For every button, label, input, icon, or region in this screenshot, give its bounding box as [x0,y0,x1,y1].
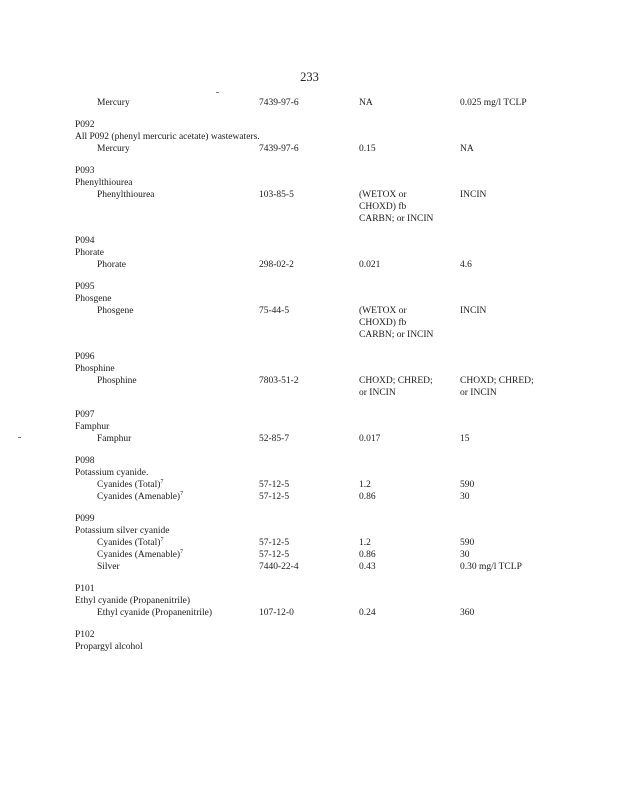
wastewater-standard [359,433,380,445]
nonwastewater-standard [460,607,474,619]
nonwastewater-standard [460,537,474,549]
nonwastewater-standard [460,433,470,445]
wastewater-standard [359,189,433,225]
waste-entry [75,97,555,109]
nonwastewater-standard [460,143,474,155]
cas-number: 57-12-5 [259,550,290,560]
waste-code: P098 [75,456,95,466]
cas-number: 57-12-5 [259,480,290,490]
waste-entry [75,119,555,155]
cas-number: 7439-97-6 [259,144,299,154]
waste-entry [75,351,555,399]
waste-description: Ethyl cyanide (Propanenitrile) [75,596,191,606]
nonwastewater-standard [460,491,470,503]
wastewater-standard [359,143,376,155]
constituent-name: Mercury [97,98,130,108]
waste-entry [75,165,555,225]
constituent-row [75,549,555,561]
standard-line: 0.24 [359,608,376,618]
waste-description: Phorate [75,248,105,258]
waste-description: Phosgene [75,294,112,304]
standard-line: CARBN; or INCIN [359,214,434,224]
standard-line: or INCIN [359,388,396,398]
wastewater-standard [359,491,376,503]
constituent-row [75,375,555,399]
wastewater-standard [359,607,376,619]
spacer [75,109,555,119]
standard-line: (WETOX or [359,306,407,316]
page-number: 233 [300,70,319,84]
footnote-ref: 7 [160,478,164,485]
wastewater-standard [359,97,373,109]
spacer [75,271,555,281]
waste-code: P094 [75,236,95,246]
cas-number: 107-12-0 [259,608,294,618]
standard-line: 0.017 [359,434,381,444]
standard-line: NA [460,144,474,154]
nonwastewater-standard [460,561,522,573]
spacer [75,573,555,583]
footnote-ref: 7 [160,536,164,543]
constituent-row [75,561,555,573]
constituent-row [75,259,555,271]
waste-code: P093 [75,166,95,176]
standard-line: CHOXD; CHRED; [359,376,433,386]
wastewater-standard [359,549,376,561]
waste-code: P099 [75,514,95,524]
standard-line: CHOXD; CHRED; [460,376,534,386]
wastewater-standard [359,537,371,549]
spacer [75,399,555,409]
standard-line: 590 [460,538,475,548]
scan-mark [18,437,21,438]
standard-line: 0.021 [359,260,381,270]
waste-description: Propargyl alcohol [75,642,143,652]
standard-line: or INCIN [460,388,497,398]
cas-number: 52-85-7 [259,434,290,444]
cas-number: 57-12-5 [259,492,290,502]
cas-number: 75-44-5 [259,306,290,316]
waste-description: Potassium silver cyanide [75,526,170,536]
waste-code: P092 [75,120,95,130]
cas-number: 57-12-5 [259,538,290,548]
cas-number: 298-02-2 [259,260,294,270]
nonwastewater-standard [460,189,486,201]
nonwastewater-standard [460,305,486,317]
standard-line: INCIN [460,190,487,200]
standard-line: 1.2 [359,538,371,548]
constituent-row [75,607,555,619]
constituent-row [75,433,555,445]
constituent-name: Phosgene [97,306,134,316]
constituent-name: Silver [97,562,120,572]
waste-description: All P092 (phenyl mercuric acetate) wastewaters. [75,132,260,142]
constituent-row [75,189,555,225]
footnote-ref: 7 [180,548,184,555]
nonwastewater-standard [460,259,472,271]
waste-entry [75,583,555,619]
constituent-name: Phosphine [97,376,137,386]
standard-line: 30 [460,550,470,560]
standard-line: 1.2 [359,480,371,490]
wastewater-standard [359,305,433,341]
waste-code: P101 [75,584,95,594]
constituent-row [75,305,555,341]
spacer [75,503,555,513]
constituent-name: Phenylthiourea [97,190,155,200]
constituent-name: Cyanides (Amenable)$^7$ [97,548,184,560]
standard-line: (WETOX or [359,190,407,200]
constituent-name: Cyanides (Total)$^7$ [97,536,164,548]
nonwastewater-standard [460,549,470,561]
constituent-name: Famphur [97,434,132,444]
spacer [75,225,555,235]
constituent-row [75,97,555,109]
wastewater-standard [359,561,376,573]
waste-entry [75,281,555,341]
nonwastewater-standard [460,97,527,109]
scan-mark [216,92,219,93]
waste-code: P096 [75,352,95,362]
standard-line: CHOXD) fb [359,202,407,212]
nonwastewater-standard [460,375,534,399]
waste-entry [75,455,555,503]
waste-entry [75,235,555,271]
standard-line: 15 [460,434,470,444]
standard-line: 0.025 mg/l TCLP [460,98,527,108]
standard-line: NA [359,98,373,108]
cas-number: 7803-51-2 [259,376,299,386]
waste-code-table [75,97,555,653]
standard-line: 360 [460,608,475,618]
constituent-name: Phorate [97,260,127,270]
constituent-name: Cyanides (Amenable)$^7$ [97,490,184,502]
standard-line: 590 [460,480,475,490]
waste-entry [75,409,555,445]
constituent-row [75,143,555,155]
footnote-ref: 7 [180,490,184,497]
standard-line: 0.43 [359,562,376,572]
standard-line: 30 [460,492,470,502]
waste-description: Phenylthiourea [75,178,133,188]
constituent-name: Cyanides (Total)$^7$ [97,478,164,490]
cas-number: 7440-22-4 [259,562,299,572]
waste-entry [75,513,555,573]
waste-code: P102 [75,630,95,640]
standard-line: 0.86 [359,492,376,502]
wastewater-standard [359,259,380,271]
spacer [75,619,555,629]
spacer [75,445,555,455]
standard-line: INCIN [460,306,487,316]
waste-code: P097 [75,410,95,420]
wastewater-standard [359,375,433,399]
standard-line: 4.6 [460,260,472,270]
standard-line: CHOXD) fb [359,318,407,328]
standard-line: CARBN; or INCIN [359,330,434,340]
constituent-row [75,479,555,491]
standard-line: 0.15 [359,144,376,154]
spacer [75,341,555,351]
waste-description: Famphur [75,422,110,432]
waste-description: Potassium cyanide. [75,468,149,478]
wastewater-standard [359,479,371,491]
cas-number: 7439-97-6 [259,98,299,108]
constituent-name: Ethyl cyanide (Propanenitrile) [97,608,213,618]
nonwastewater-standard [460,479,474,491]
constituent-row [75,537,555,549]
standard-line: 0.30 mg/l TCLP [460,562,522,572]
constituent-name: Mercury [97,144,130,154]
spacer [75,155,555,165]
cas-number: 103-85-5 [259,190,294,200]
standard-line: 0.86 [359,550,376,560]
waste-entry [75,629,555,653]
waste-code: P095 [75,282,95,292]
constituent-row [75,491,555,503]
waste-description: Phosphine [75,364,115,374]
